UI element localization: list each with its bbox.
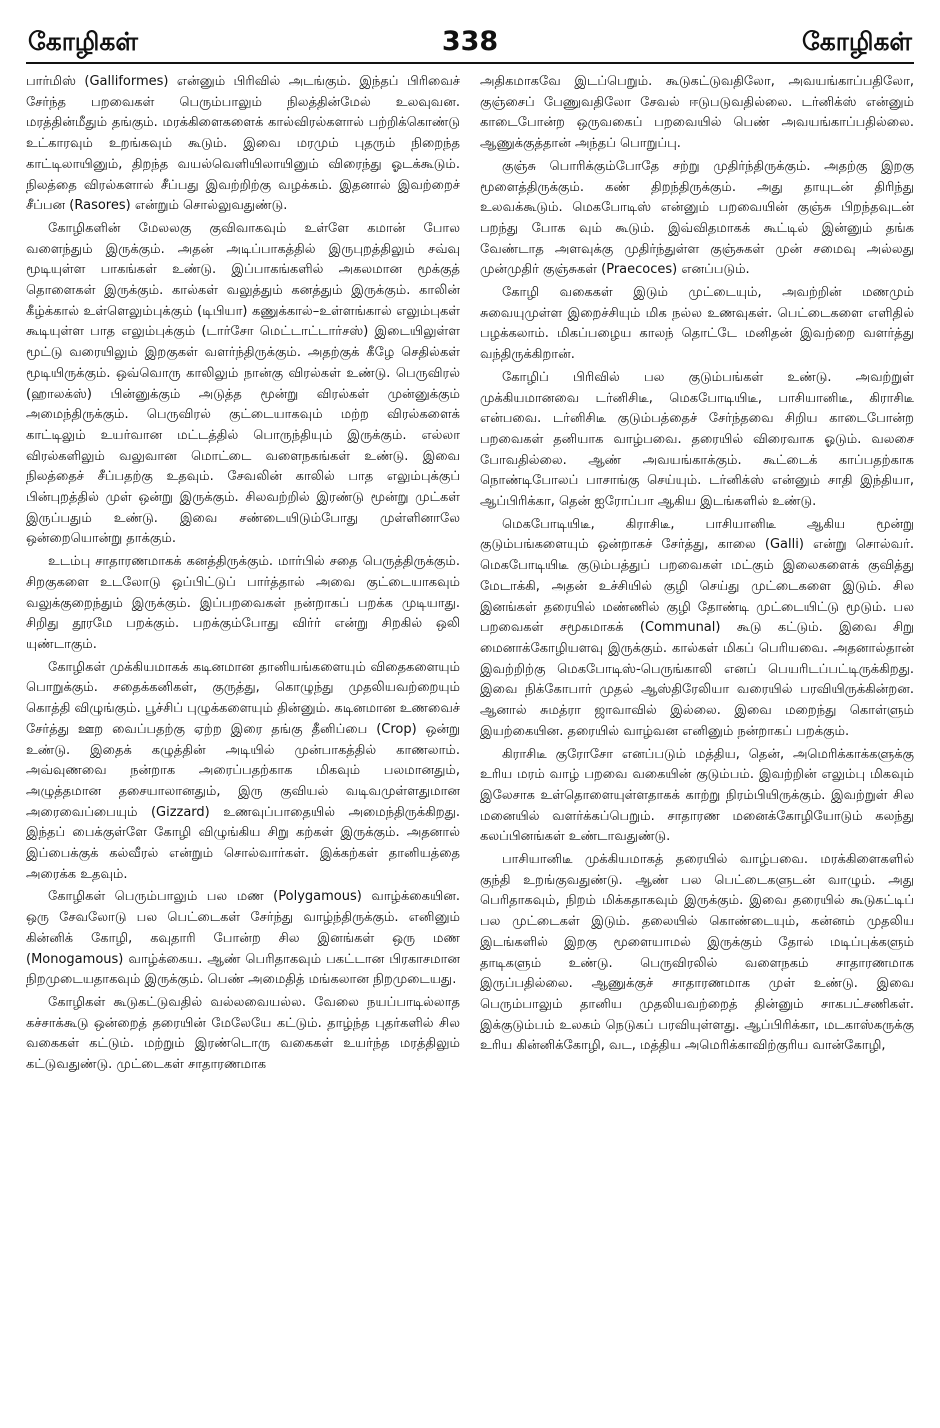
paragraph: பாசியானிடீ முக்கியமாகத் தரையில் வாழ்பவை. மரக்கிளைகளில் குந்தி உறங்குவதுண்டு. ஆண் பல பெட்டைகளுடன் வாழும். அது பெரிதாகவும், நிறம் மிக்கதாகவும் இருக்கும். இவை தரையில் கூடுகட்டிப் பல முட்டைகள் இடும். தலையில் கொண்டையும், கன்னம் முதலிய இடங்களில் இறகு மூளையாமல் இருக்கும் தோல் மடிப்புக்களும் தாடிகளும் உண்டு. பெருவிரலில் வளைநகம் சாதாரணமாக இருப்பதில்லை. ஆணுக்குச் சாதாரணமாக முள் உண்டு. இவை பெரும்பாலும் தானிய முதலியவற்றைத் தின்னும் சாகபட்சணிகள். இக்குடும்பம் உலகம் நெடுகப் பரவியுள்ளது. ஆப்பிரிக்கா, மடகாஸ்கருக்கு உரிய கின்னிக்கோழி, வட, மத்திய அமெரிக்காவிற்குரிய வான்கோழி, [480,852,914,1054]
paragraph: கோழிகள் முக்கியமாகக் கடினமான தானியங்களையும் விதைகளையும் பொறுக்கும். சதைக்கனிகள், குருத்து, கொழுந்து முதலியவற்றையும் கொத்தி விழுங்கும். பூச்சிப் புழுக்களையும் தின்னும். கடினமான உணவைச் சேர்த்து ஊற வைப்பதற்கு ஏற்ற இரை தங்கு தீனிப்பை (Crop) ஒன்று உண்டு. இதைக் கழுத்தின் அடியில் முன்பாகத்தில் காணலாம். அவ்வுணவை நன்றாக அரைப்பதற்காக மிகவும் பலமானதும், அழுத்தமான தசையாலானதும், இரு குவியல் வடிவமுள்ளதுமான அரைவைப்பையும் (Gizzard) உணவுப்பாதையில் அமைந்திருக்கிறது. இந்தப் பைக்குள்ளே கோழி விழுங்கிய சிறு கற்கள் இருக்கும். அதனால் இப்பைக்குக் கல்வீரல் என்றும் சொல்வார்கள். இக்கற்கள் தானியத்தை அரைக்க உதவும். [26,659,460,882]
paragraph: கோழிகள் கூடுகட்டுவதில் வல்லவையல்ல. வேலை நயப்பாடில்லாத கச்சாக்கூடு ஒன்றைத் தரையின் மேலேயே கட்டும். தாழ்ந்த புதர்களில் சில வகைகள் கட்டும். மற்றும் இரண்டொரு வகைகள் உயர்ந்த மரத்திலும் கட்டுவதுண்டு. முட்டைகள் சாதாரணமாக [26,994,460,1073]
paragraph: கோழிப் பிரிவில் பல குடும்பங்கள் உண்டு. அவற்றுள் முக்கியமானவை டர்னிசிடீ, மெகபோடியிடீ, பாசியானிடீ, கிராசிடீ என்பவை. டர்னிசிடீ குடும்பத்தைச் சேர்ந்தவை சிறிய காடைபோன்ற பறவைகள் தனியாக வாழ்பவை. தரையில் விரைவாக ஓடும். வலசை போவதில்லை. ஆண் அவயங்காக்கும். கூட்டைக் காப்பதற்காக நொண்டிபோலப் பாசாங்கு செய்யும். டர்னிக்ஸ் என்னும் சாதி இந்தியா, ஆப்பிரிக்கா, தென் ஐரோப்பா ஆகிய இடங்களில் உண்டு. [480,369,914,510]
paragraph: கோழிகள் பெரும்பாலும் பல மண (Polygamous) வாழ்க்கையின. ஒரு சேவலோடு பல பெட்டைகள் சேர்ந்து வாழ்ந்திருக்கும். எனினும் கின்னிக் கோழி, கவுதாரி போன்ற சில இனங்கள் ஒரு மண (Monogamous) வாழ்க்கைய. ஆண் பெரிதாகவும் பகட்டான பிரகாசமான நிறமுடையதாகவும் இருக்கும். பெண் அமைதித் மங்கலான நிறமுடையது. [26,889,460,988]
paragraph: பார்மிஸ் (Galliformes) என்னும் பிரிவில் அடங்கும். இந்தப் பிரிவைச் சேர்ந்த பறவைகள் பெரும்பாலும் நிலத்தின்மேல் உலவுவன. மரத்தின்மீதும் தங்கும். மரக்கிளைகளைக் கால்விரல்களால் பற்றிக்கொண்டு உட்காரவும் உறங்கவும் கூடும். இவை மரமும் புதரும் நிறைந்த காட்டிலாயினும், திறந்த வயல்வெளியிலாயினும் விரைந்து ஓடக்கூடும். நிலத்தை விரல்களால் சீப்பது இவற்றிற்கு வழக்கம். இதனால் இவற்றைச் சீப்பன (Rasores) என்றும் சொல்லுவதுண்டு. [26,74,460,214]
page-number: 338 [441,26,499,57]
paragraph: கோழிகளின் மேலலகு குவிவாகவும் உள்ளே கமான் போல வளைந்தும் இருக்கும். அதன் அடிப்பாகத்தில் இருபுறத்திலும் சவ்வு மூடியுள்ள பாகங்கள் உண்டு. இப்பாகங்களில் அகலமான மூக்குத் தொளைகள் இருக்கும். கால்கள் வலுத்தும் கனத்தும் இருக்கும். காலின் கீழ்க்கால் உள்ளெலும்புக்கும் (டிபியா) கணுக்கால்–உள்ளங்கால் எலும்புகள் கூடியுள்ள பாத எலும்புக்கும் (டார்சோ மெட்டாட்டார்சஸ்) இடையிலுள்ள மூட்டு வரையிலும் இறகுகள் வளர்ந்திருக்கும். அதற்குக் கீழே செதில்கள் மூடியிருக்கும். ஒவ்வொரு காலிலும் நான்கு விரல்கள் உண்டு. பெருவிரல் (ஹாலக்ஸ்) பின்னுக்கும் அடுத்த மூன்று விரல்கள் முன்னுக்கும் அமைந்திருக்கும். பெருவிரல் குட்டையாகவும் மற்ற விரல்களைக் காட்டிலும் உயர்வான மட்டத்தில் பொருந்தியும் இருக்கும். எல்லா விரல்களிலும் வலுவான மொட்டை வளைநகங்கள் உண்டு. இவை நிலத்தைச் சீப்பதற்கு உதவும். சேவலின் காலில் பாத எலும்புக்குப் பின்புறத்தில் முள் ஒன்று இருக்கும். சிலவற்றில் இரண்டு மூன்று முட்கள் இருப்பதும் உண்டு. இவை சண்டையிடும்போது முள்ளினாலே ஒன்றையொன்று தாக்கும். [26,220,460,547]
paragraph: மெகபோடியிடீ, கிராசிடீ, பாசியானிடீ ஆகிய மூன்று குடும்பங்களையும் ஒன்றாகச் சேர்த்து, காலை (Galli) என்று சொல்வர். மெகபோடியிடீ குடும்பத்துப் பறவைகள் மட்கும் இலைகளைக் குவித்து மேடாக்கி, அதன் உச்சியில் குழி செய்து முட்டைகளை இடும். சில இனங்கள் தரையில் மண்ணில் குழி தோண்டி முட்டையிட்டு மூடும். பல பறவைகள் சமூகமாகக் (Communal) கூடு கட்டும். இவை சிறு மைனாக்கோழியளவு இருக்கும். கால்கள் மிகப் பெரியவை. அதனால்தான் இவற்றிற்கு மெகபோடிஸ்-பெருங்காலி எனப் பெயரிடப்பட்டிருக்கிறது. இவை நிக்கோபார் முதல் ஆஸ்திரேலியா வரையில் பரவியிருக்கின்றன. ஆனால் சுமத்ரா ஜாவாவில் இல்லை. இவை மறைந்து கொள்ளும் இயற்கையின. தரையில் வாழ்வன எனினும் நன்றாகப் பறக்கும். [480,516,914,739]
paragraph: கோழி வகைகள் இடும் முட்டையும், அவற்றின் மணமும் சுவையுமுள்ள இறைச்சியும் மிக நல்ல உணவுகள். பெட்டைகளை எளிதில் பழக்கலாம். மிகப்பழைய காலந் தொட்டே மனிதன் இவற்றை வளர்த்து வந்திருக்கிறான். [480,285,914,363]
paragraph: கிராசிடீ குரோசோ எனப்படும் மத்திய, தென், அமெரிக்காக்களுக்கு உரிய மரம் வாழ் பறவை வகையின் குடும்பம். இவற்றின் எலும்பு மிகவும் இலேசாக உள்தொளையுள்ளதாகக் காற்று நிரம்பியிருக்கும். இவற்றுள் சில மனையில் வளர்க்கப்பெறும். சாதாரண மனைக்கோழியோடும் கலந்து கலப்பினங்கள் உண்டாவதுண்டு. [480,746,914,845]
page-header [26,22,914,64]
paragraph: உடம்பு சாதாரணமாகக் கனத்திருக்கும். மார்பில் சதை பெருத்திருக்கும். சிறகுகளை உடலோடு ஒப்பிட்டுப் பார்த்தால் அவை குட்டையாகவும் வலுக்குறைந்தும் இருக்கும். இப்பறவைகள் நன்றாகப் பறக்க முடியாது. சிறிது தூரமே பறக்கும். பறக்கும்போது விர்ர் என்று சிறகில் ஒலி யுண்டாகும். [26,554,460,652]
running-title-left: கோழிகள் [28,27,138,56]
left-column [26,72,460,1422]
right-column [480,72,914,1422]
two-column-body [26,72,914,1422]
paragraph: குஞ்சு பொரிக்கும்போதே சற்று முதிர்ந்திருக்கும். அதற்கு இறகு மூளைத்திருக்கும். கண் திறந்திருக்கும். அது தாயுடன் திரிந்து உலவக்கூடும். மெகபோடிஸ் என்னும் பறவையின் குஞ்சு பிறந்தவுடன் பறந்து போக வும் கூடும். இவ்விதமாகக் கூட்டில் இன்னும் தங்க வேண்டாத அளவுக்கு முதிர்ந்துள்ள குஞ்சுகள் முன் சமைவு அல்லது முன்முதிர் குஞ்சுகள் (Praecoces) எனப்படும். [480,158,914,278]
paragraph: அதிகமாகவே இடப்பெறும். கூடுகட்டுவதிலோ, அவயங்காப்பதிலோ, குஞ்சைப் பேணுவதிலோ சேவல் ஈடுபடுவதில்லை. டர்னிக்ஸ் என்னும் காடைபோன்ற ஒருவகைப் பறவையில் பெண் அவயங்காப்பதில்லை. ஆணுக்குத்தான் அந்தப் பொறுப்பு. [480,74,914,152]
running-title-right: கோழிகள் [802,27,912,56]
